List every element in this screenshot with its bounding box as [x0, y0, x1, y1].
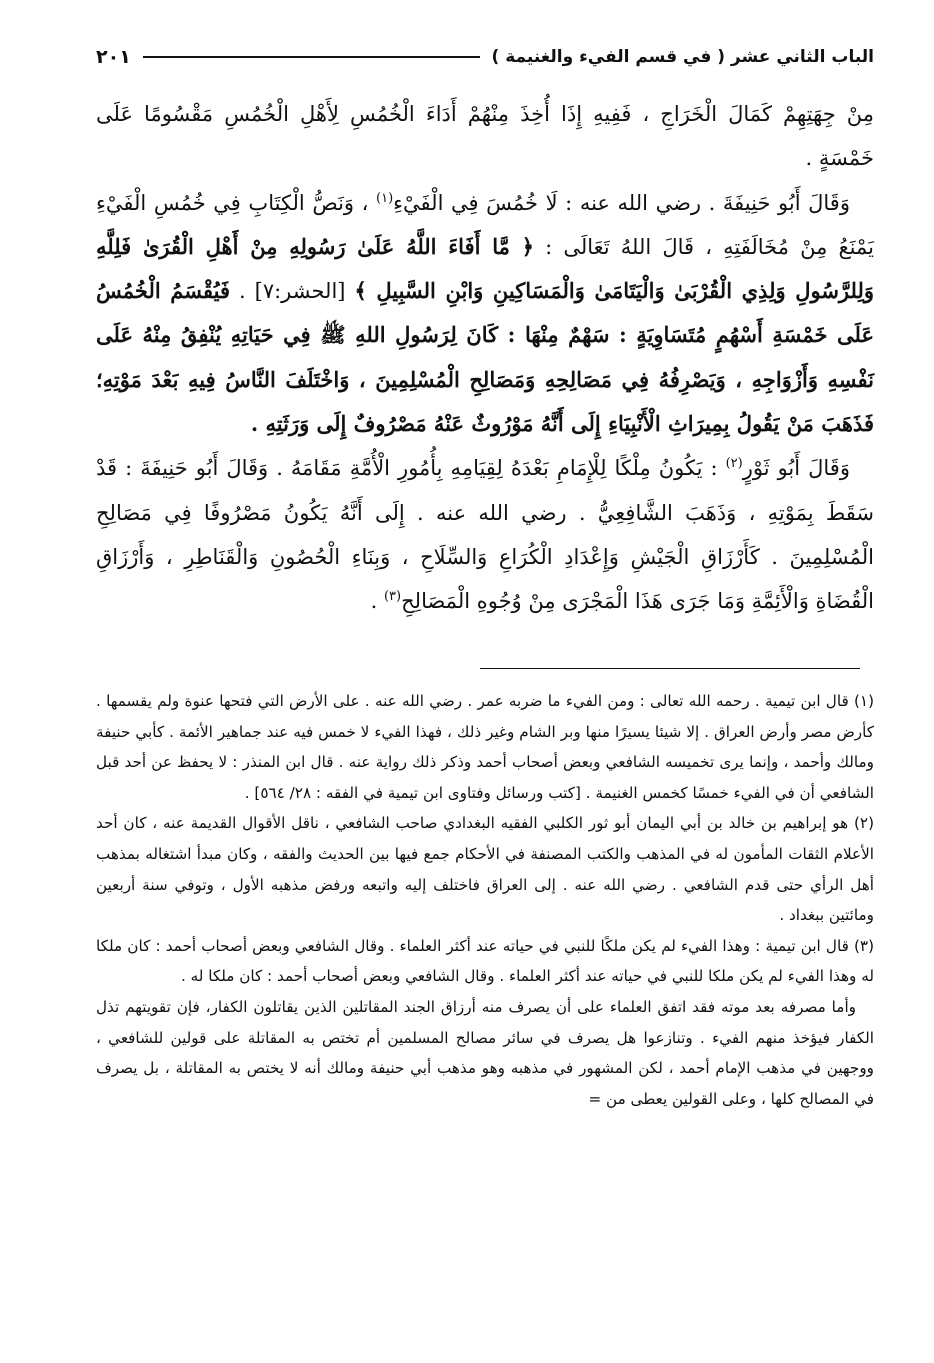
quran-verse: ﴿ مَّا أَفَاءَ اللَّهُ عَلَىٰ رَسُولِهِ مِنْ أَهْلِ الْقُرَىٰ فَلِلَّهِ وَلِلرَّسُولِ وَلِذِي الْقُرْبَىٰ وَالْيَتَامَىٰ وَالْمَسَاكِينِ وَابْنِ السَّبِيلِ ﴾: [96, 233, 874, 304]
opinions-text: : يَكُونُ مِلْكًا لِلْإِمَامِ بَعْدَهُ لِقِيَامِهِ بِأُمُورِ الْأُمَّةِ مَقَامَهُ . وَقَالَ أَبُو حَنِيفَةَ : قَدْ سَقَطَ بِمَوْتِهِ ، وَذَهَبَ الشَّافِعِيُّ . رضي الله عنه . إِلَى أَنَّهُ يَكُونُ مَصْرُوفًا فِي مَصَالِحِ الْمُسْلِمِينَ . كَأَرْزَاقِ الْجَيْشِ وَإِعْدَادِ الْكُرَاعِ وَالسِّلَاحِ ، وَبِنَاءِ الْحُصُونِ وَالْقَنَاطِرِ ، وَأَرْزَاقِ الْقُضَاةِ وَالْأَئِمَّةِ وَمَا جَرَى هَذَا الْمَجْرَى مِنْ وُجُوهِ الْمَصَالِحِ: [96, 456, 874, 614]
footnote-3-continuation: وأما مصرفه بعد موته فقد اتفق العلماء على أن يصرف منه أرزاق الجند المقاتلين الذين يقاتلون الكفار، فإن تقويتهم تذل الكفار فيؤخذ منهم الفيء . وتنازعوا هل يصرف في سائر مصالح المسلمين أم تختص به المقاتلة على قولين للشافعي ، ووجهين في مذهب الإمام أحمد ، لكن المشهور في مذهبه وهو مذهب أبي حنيفة ومالك أنه لا يختص به المقاتلة ، بل يصرف في المصالح كلها ، وعلى القولين يعطى من =: [96, 997, 874, 1108]
footnotes: [96, 686, 874, 1114]
verse-reference: [الحشر:٧] .: [238, 279, 346, 304]
footnote-ref-1[interactable]: (١): [376, 190, 394, 206]
footnote-2: (٢) هو إبراهيم بن خالد بن أبي اليمان أبو ثور الكلبي الفقيه البغدادي صاحب الشافعي ، ناقل الأقوال القديمة عنه ، كان أحد الأعلام الثقات المأمون له في المذهب والكتب المصنفة في الأحكام جمع فيها بين الحديث والفقه ، وكان مبدأ اشتغاله بمذهب أهل الرأي حتى قدم الشافعي . رضي الله عنه . إلى العراق فاختلف إليه واتبعه ورفض مذهبه الأول ، وتوفي سنة أربعين ومائتين ببغداد .: [96, 814, 874, 925]
abu-thawr-statement: وَقَالَ أَبُو ثَوْرٍ: [742, 456, 850, 481]
abu-hanifa-statement: وَقَالَ أَبُو حَنِيفَةَ . رضي الله عنه : لَا خُمُسَ فِي الْفَيْءِ: [393, 190, 850, 215]
paragraph-end: .: [370, 589, 378, 614]
paragraph-1: مِنْ جِهَتِهِمْ كَمَالَ الْخَرَاجِ ، فَفِيهِ إِذَا أُخِذَ مِنْهُمْ أَدَاءَ الْخُمُسِ لِأَهْلِ الْخُمُسِ مَقْسُومًا عَلَى خَمْسَةٍ .: [96, 102, 874, 171]
paragraph-3: [96, 446, 874, 623]
main-text: [96, 92, 874, 624]
page-number: ٢٠١: [96, 46, 131, 68]
footnote-ref-2[interactable]: (٢): [725, 456, 743, 472]
header-rule: [143, 56, 480, 58]
paragraph-2: [96, 181, 874, 447]
footnote-1: (١) قال ابن تيمية . رحمه الله تعالى : ومن الفيء ما ضربه عمر . رضي الله عنه . على الأرض التي فتحها عنوة ولم يقسمها . كأرض مصر وأرض العراق . إلا شيئا يسيرًا منها وبر الشام وغير ذلك ، فهذا الفيء لا خمس فيه عند جماهير الأئمة . كأبي حنيفة ومالك وأحمد ، وإنما يرى تخميسه الشافعي وبعض أصحاب أحمد وذكر ذلك رواية عنه . قال ابن المنذر : لا يحفظ عن أحد قبل الشافعي أن في الفيء خمسًا كخمس الغنيمة . [كتب ورسائل وفتاوى ابن تيمية في الفقه : ٢٨/ ٥٦٤] .: [96, 692, 874, 802]
footnote-ref-3[interactable]: (٣): [383, 589, 402, 605]
running-header: [96, 40, 874, 74]
chapter-title: الباب الثاني عشر ( في قسم الفيء والغنيمة ): [491, 47, 874, 67]
khumus-division: فَيُقْسَمُ الْخُمُسُ عَلَى خَمْسَةِ أَسْهُمٍ مُتَسَاوِيَةٍ : سَهْمٌ مِنْهَا : كَانَ لِرَسُولِ اللهِ ﷺ فِي حَيَاتِهِ يُنْفِقُ مِنْهُ عَلَى نَفْسِهِ وَأَزْوَاجِهِ ، وَيَصْرِفُهُ فِي مَصَالِحِهِ وَمَصَالِحِ الْمُسْلِمِينَ ، وَاخْتَلَفَ النَّاسُ فِيهِ بَعْدَ مَوْتِهِ؛ فَذَهَبَ مَنْ يَقُولُ بِمِيرَاثِ الْأَنْبِيَاءِ إِلَى أَنَّهُ مَوْرُوثٌ عَنْهُ مَصْرُوفٌ إِلَى وَرَثَتِهِ .: [96, 278, 874, 437]
footnote-3: (٣) قال ابن تيمية : وهذا الفيء لم يكن ملكًا للنبي في حياته عند أكثر العلماء . وقال الشافعي وبعض أصحاب أحمد : كان ملكا له وهذا الفيء لم يكن ملكا للنبي في حياته عند أكثر العلماء . وقال الشافعي وبعض أصحاب أحمد : كان ملكا له .: [96, 936, 874, 986]
footnote-separator: [480, 668, 860, 669]
quran-intro: ، وَنَصُّ الْكِتَابِ فِي خُمُسِ الْفَيْءِ يَمْنَعُ مِنْ مُخَالَفَتِهِ ، قَالَ اللهُ تَعَالَى :: [96, 190, 874, 259]
